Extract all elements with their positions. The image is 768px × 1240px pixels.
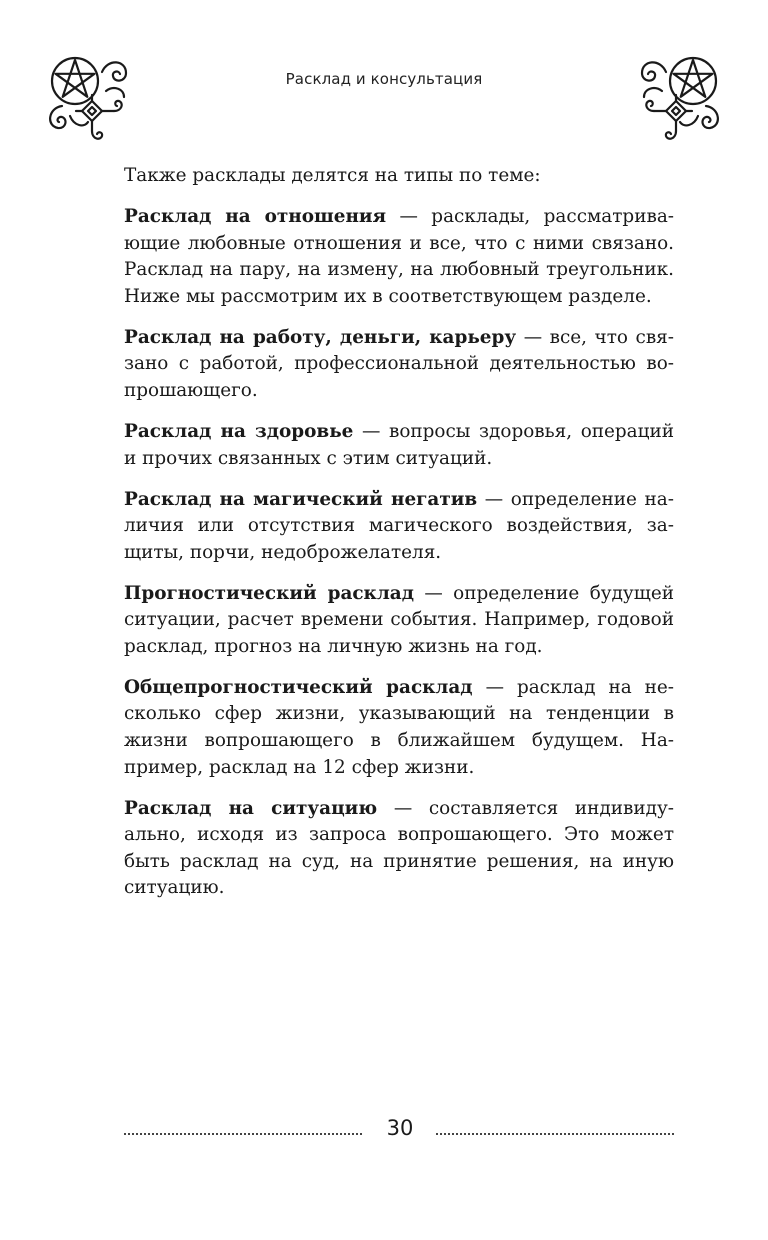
- entry-paragraph: [124, 796, 674, 902]
- entry-term: Расклад на магический негатив: [124, 488, 478, 510]
- entry-paragraph: [124, 581, 674, 661]
- entry-definition: — расклады, рассматривающие любовные отношения и все, что с ними связано. Расклад на пару, на измену, на любовный треугольник. Ниже мы рассмотрим их в соответствующем разделе.: [124, 205, 674, 307]
- entry-definition: — все, что связано с работой, профессиональной деятельностью вопрошающего.: [124, 326, 674, 401]
- footer-dotted-rule-right: [436, 1133, 674, 1135]
- entry-paragraph: [124, 204, 674, 310]
- entry-term: Расклад на работу, деньги, карьеру: [124, 326, 517, 348]
- entry-paragraph: [124, 487, 674, 567]
- entry-definition: — определение будущей ситуации, расчет времени события. Например, годовой расклад, прогноз на личную жизнь на год.: [124, 582, 674, 657]
- entry-term: Общепрогностический расклад: [124, 676, 473, 698]
- entry-definition: — расклад на несколько сфер жизни, указывающий на тенденции в жизни вопрошающего в ближайшем будущем. Например, расклад на 12 сфер жизни.: [124, 676, 675, 778]
- running-head: Расклад и консультация: [285, 70, 483, 88]
- page-footer: [124, 1116, 674, 1152]
- entry-definition: — составляется индивидуально, исходя из запроса вопрошающего. Это может быть расклад на суд, на принятие решения, на иную ситуацию.: [124, 797, 674, 899]
- intro-paragraph: Также расклады делятся на типы по теме:: [124, 165, 541, 186]
- entry-term: Расклад на здоровье: [124, 420, 354, 442]
- entry-paragraph: [124, 675, 674, 781]
- entry-paragraph: [124, 325, 674, 405]
- footer-dotted-rule-left: [124, 1133, 362, 1135]
- entry-definition: — определение наличия или отсутствия магического воздействия, защиты, порчи, недоброжелателя.: [124, 488, 674, 563]
- left-pentacle-ornament-icon: [40, 46, 150, 150]
- entry-term: Прогностический расклад: [124, 582, 414, 604]
- entry-term: Расклад на ситуацию: [124, 797, 378, 819]
- entry-definition: — вопросы здоровья, операций и прочих связанных с этим ситуаций.: [124, 420, 674, 469]
- body-text: [124, 163, 674, 916]
- right-pentacle-ornament-icon: [618, 46, 728, 150]
- page-number: 30: [386, 1116, 414, 1140]
- entry-term: Расклад на отношения: [124, 205, 387, 227]
- entry-paragraph: [124, 419, 674, 472]
